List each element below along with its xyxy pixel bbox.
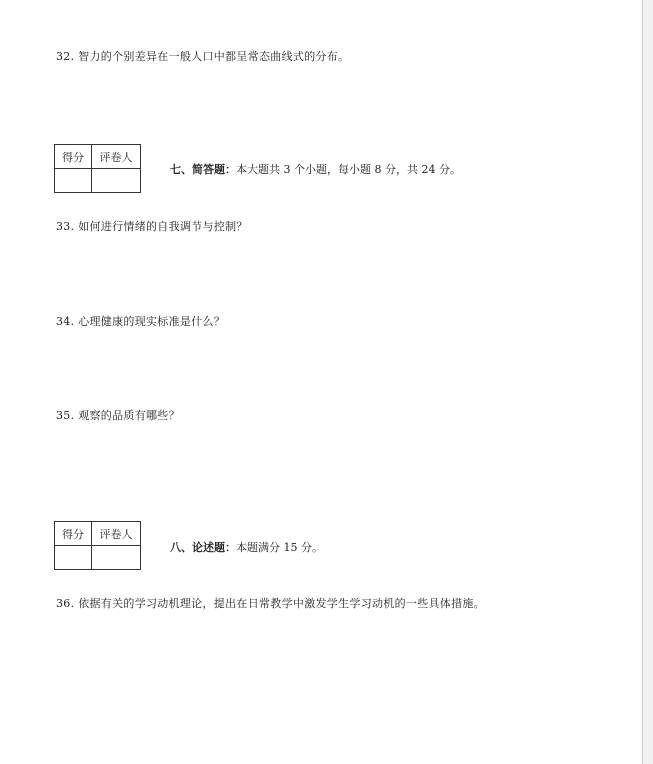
section7-title: 七、简答题： bbox=[170, 163, 236, 176]
section8-title: 八、论述题： bbox=[170, 541, 236, 554]
question-32: 32. 智力的个别差异在一般人口中都呈常态曲线式的分布。 bbox=[56, 50, 350, 63]
score-table-section7 bbox=[54, 144, 141, 193]
score-header: 得分 bbox=[55, 145, 92, 169]
grader-cell[interactable] bbox=[92, 546, 141, 570]
section7-heading bbox=[170, 161, 461, 177]
question-35: 35. 观察的品质有哪些？ bbox=[56, 409, 180, 422]
question-36: 36. 依据有关的学习动机理论，提出在日常教学中激发学生学习动机的一些具体措施。 bbox=[56, 597, 485, 610]
score-cell[interactable] bbox=[55, 546, 92, 570]
section8-heading bbox=[170, 539, 323, 555]
section8-desc: 本题满分 15 分。 bbox=[236, 541, 323, 554]
grader-header: 评卷人 bbox=[92, 522, 141, 546]
question-33: 33. 如何进行情绪的自我调节与控制？ bbox=[56, 220, 248, 233]
question-34: 34. 心理健康的现实标准是什么？ bbox=[56, 315, 226, 328]
score-cell[interactable] bbox=[55, 169, 92, 193]
grader-header: 评卷人 bbox=[92, 145, 141, 169]
grader-cell[interactable] bbox=[92, 169, 141, 193]
page-edge bbox=[642, 0, 653, 764]
score-header: 得分 bbox=[55, 522, 92, 546]
score-table-section8 bbox=[54, 521, 141, 570]
section7-desc: 本大题共 3 个小题，每小题 8 分，共 24 分。 bbox=[236, 163, 461, 176]
